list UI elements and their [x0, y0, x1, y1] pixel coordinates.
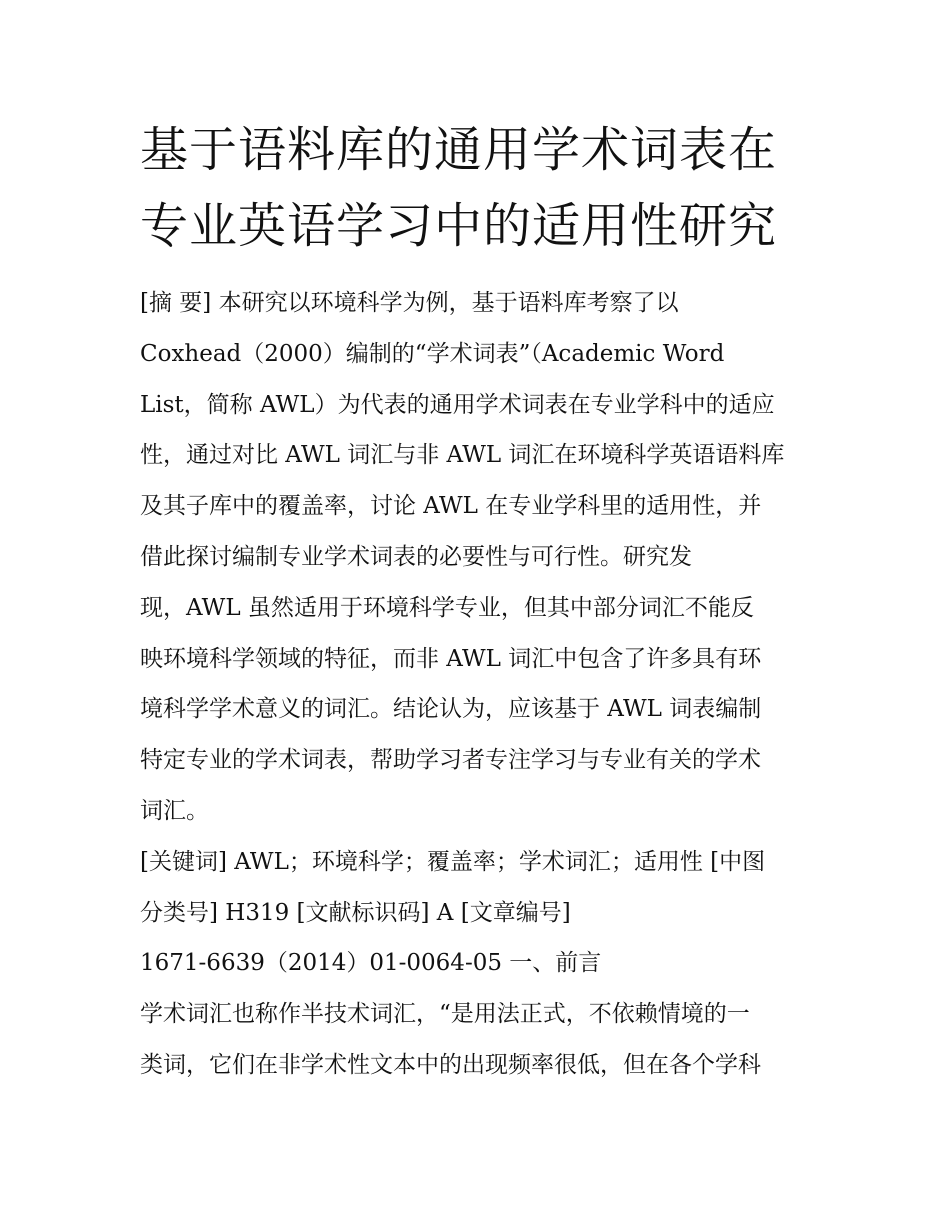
title-line: 基于语料库的通用学术词表在: [140, 122, 778, 178]
abstract-line: 性，通过对比 AWL 词汇与非 AWL 词汇在环境科学英语语料库: [140, 442, 785, 469]
article-number-line: 1671-6639（2014）01-0064-05 一、前言: [140, 950, 602, 977]
abstract-line: 及其子库中的覆盖率，讨论 AWL 在专业学科里的适用性，并: [140, 493, 762, 520]
paper-title: [140, 112, 840, 264]
title-line: 专业英语学习中的适用性研究: [140, 198, 778, 254]
abstract-line: 映环境科学领域的特征，而非 AWL 词汇中包含了许多具有环: [140, 645, 762, 672]
abstract-line: 特定专业的学术词表，帮助学习者专注学习与专业有关的学术: [140, 747, 761, 774]
keywords-line: [关键词] AWL；环境科学；覆盖率；学术词汇；适用性 [中图: [140, 848, 766, 875]
body-text-line: 类词，它们在非学术性文本中的出现频率很低，但在各个学科: [140, 1051, 761, 1078]
abstract-line: 借此探讨编制专业学术词表的必要性与可行性。研究发: [140, 543, 692, 570]
classification-line: 分类号] H319 [文献标识码] A [文章编号]: [140, 899, 571, 926]
abstract-line: [摘 要] 本研究以环境科学为例，基于语料库考察了以: [140, 290, 679, 316]
abstract-line: Coxhead（2000）编制的“学术词表”（Academic Word: [140, 340, 725, 367]
abstract-body: [140, 278, 830, 1091]
abstract-line: 词汇。: [140, 797, 209, 824]
abstract-line: 现，AWL 虽然适用于环境科学专业，但其中部分词汇不能反: [140, 594, 754, 621]
abstract-line: List，简称 AWL）为代表的通用学术词表在专业学科中的适应: [140, 391, 775, 418]
abstract-line: 境科学学术意义的词汇。结论认为，应该基于 AWL 词表编制: [140, 696, 762, 723]
body-text-line: 学术词汇也称作半技术词汇，“是用法正式，不依赖情境的一: [140, 1001, 750, 1028]
